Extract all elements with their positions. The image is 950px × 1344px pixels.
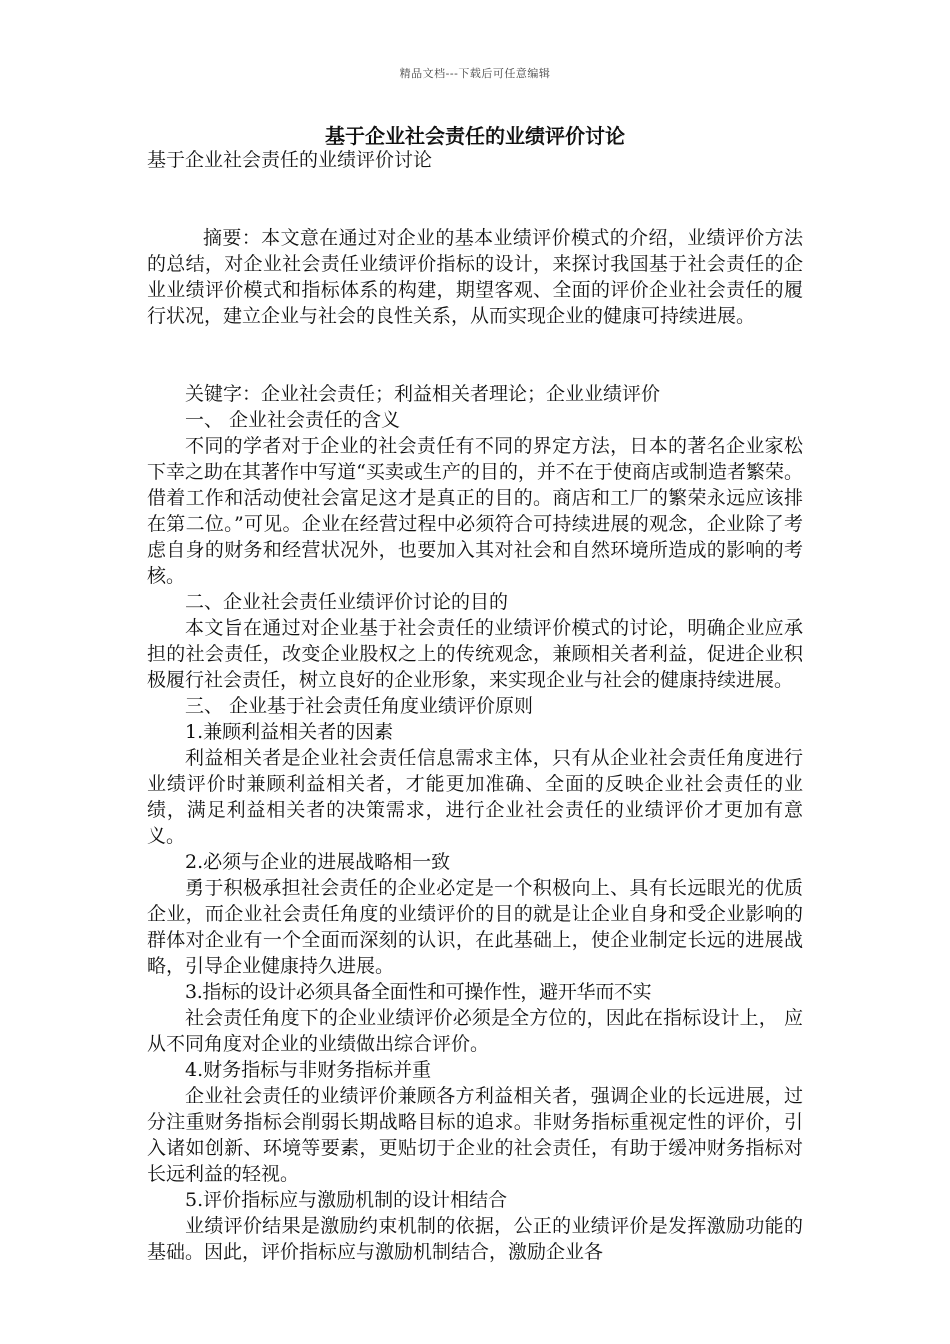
abstract-paragraph: 摘要：本文意在通过对企业的基本业绩评价模式的介绍，业绩评价方法的总结，对企业社会责任业绩评价指标的设计，来探讨我国基于社会责任的企业业绩评价模式和指标体系的构建，期望客观、全面的评价企业社会责任的履行状况，建立企业与社会的良性关系，从而实现企业的健康可持续进展。 [147, 227, 803, 327]
blank-line [147, 173, 803, 199]
section-heading-1: 一、 企业社会责任的含义 [185, 409, 401, 431]
principle-body-2: 勇于积极承担社会责任的企业必定是一个积极向上、具有长远眼光的优质企业，而企业社会责任角度的业绩评价的目的就是让企业自身和受企业影响的群体对企业有一个全面而深刻的认识，在此基础上，使企业制定长远的进展战略，引导企业健康持久进展。 [147, 877, 803, 977]
principle-heading-4: 4.财务指标与非财务指标并重 [185, 1059, 432, 1081]
principle-body-1: 利益相关者是企业社会责任信息需求主体，只有从企业社会责任角度进行业绩评价时兼顾利益相关者，才能更加准确、全面的反映企业社会责任的业绩，满足利益相关者的决策需求，进行企业社会责任的业绩评价才更加有意义。 [147, 747, 803, 847]
principle-heading-5: 5.评价指标应与激励机制的设计相结合 [185, 1189, 508, 1211]
blank-line [147, 329, 803, 355]
document-subtitle: 基于企业社会责任的业绩评价讨论 [147, 149, 433, 171]
principle-body-4: 企业社会责任的业绩评价兼顾各方利益相关者，强调企业的长远进展，过分注重财务指标会削弱长期战略目标的追求。非财务指标重视定性的评价，引入诸如创新、环境等要素，更贴切于企业的社会责任，有助于缓冲财务指标对长远利益的轻视。 [147, 1085, 803, 1185]
keywords-line: 关键字：企业社会责任；利益相关者理论；企业业绩评价 [185, 383, 661, 405]
section-heading-3: 三、 企业基于社会责任角度业绩评价原则 [185, 695, 534, 717]
principle-heading-3: 3.指标的设计必须具备全面性和可操作性，避开华而不实 [185, 981, 652, 1003]
principle-body-5: 业绩评价结果是激励约束机制的依据，公正的业绩评价是发挥激励功能的基础。因此，评价指标应与激励机制结合，激励企业各 [147, 1215, 803, 1263]
principle-heading-1: 1.兼顾利益相关者的因素 [185, 721, 394, 743]
principle-body-3: 社会责任角度下的企业业绩评价必须是全方位的，因此在指标设计上， 应从不同角度对企业的业绩做出综合评价。 [147, 1007, 803, 1055]
blank-line [147, 199, 803, 225]
principle-heading-2: 2.必须与企业的进展战略相一致 [185, 851, 451, 873]
blank-line [147, 355, 803, 381]
document-title: 基于企业社会责任的业绩评价讨论 [325, 124, 625, 148]
section-body-2: 本文旨在通过对企业基于社会责任的业绩评价模式的讨论，明确企业应承担的社会责任，改变企业股权之上的传统观念，兼顾相关者利益，促进企业积极履行社会责任，树立良好的企业形象，来实现企业与社会的健康持续进展。 [147, 617, 803, 691]
document-body [147, 147, 803, 1265]
header-note: 精品文档---下载后可任意编辑 [399, 67, 551, 80]
section-heading-2: 二、企业社会责任业绩评价讨论的目的 [185, 591, 509, 613]
section-body-1: 不同的学者对于企业的社会责任有不同的界定方法，日本的著名企业家松下幸之助在其著作中写道“买卖或生产的目的，并不在于使商店或制造者繁荣。借着工作和活动使社会富足这才是真正的目的。商店和工厂的繁荣永远应该排在第二位。”可见。企业在经营过程中必须符合可持续进展的观念，企业除了考虑自身的财务和经营状况外，也要加入其对社会和自然环境所造成的影响的考核。 [147, 435, 803, 587]
